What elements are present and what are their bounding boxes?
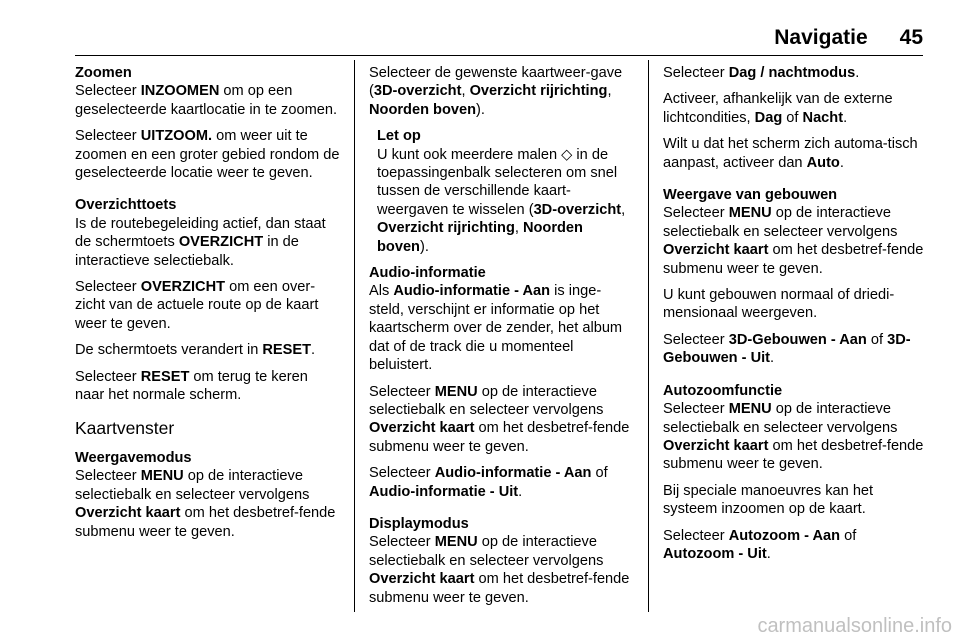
heading-autozoomfunctie: Autozoomfunctie [663, 382, 783, 399]
paragraph: Selecteer MENU op de interactieve selectiebalk en selecteer vervolgens Overzicht kaart om het desbetref‐fende submenu weer te geven. [663, 401, 924, 473]
paragraph: Selecteer Autozoom - Aan of Autozoom - Uit. [663, 527, 857, 562]
heading-weergavemodus: Weergavemodus [75, 449, 192, 466]
heading-overzichttoets: Overzichttoets [75, 197, 177, 214]
paragraph: U kunt gebouwen normaal of driedi‐mensionaal weergeven. [663, 287, 895, 322]
paragraph: Activeer, afhankelijk van de externe lichtcondities, Dag of Nacht. [663, 91, 893, 126]
note-text: U kunt ook meerdere malen ◇ in de toepassingenbalk selecteren om snel tussen de verschillende kaart‐weergaven te wisselen (3D-overzicht, Overzicht rijrichting, Noorden boven). [377, 146, 626, 255]
paragraph: Bij speciale manoeuvres kan het systeem inzoomen op de kaart. [663, 482, 874, 518]
paragraph: Wilt u dat het scherm zich automa‐tisch aanpast, activeer dan Auto. [663, 136, 918, 171]
paragraph: Selecteer RESET om terug te keren naar het normale scherm. [75, 368, 308, 404]
paragraph: Selecteer MENU op de interactieve selectiebalk en selecteer vervolgens Overzicht kaart om het desbetref‐fende submenu weer te geven. [369, 383, 630, 455]
paragraph: Selecteer de gewenste kaartweer‐gave (3D-overzicht, Overzicht rijrichting, Noorden boven). [369, 65, 623, 118]
paragraph: Selecteer Dag / nachtmodus. [663, 65, 860, 81]
paragraph: Is de routebegeleiding actief, dan staat de schermtoets OVERZICHT in de interactieve selectiebalk. [75, 215, 326, 269]
watermark: carmanualsonline.info [757, 615, 952, 637]
paragraph: Selecteer OVERZICHT om een over‐zicht van de actuele route op de kaart weer te geven. [75, 279, 319, 332]
page-title: Navigatie [774, 26, 868, 49]
heading-weergave-gebouwen: Weergave van gebouwen [663, 187, 838, 204]
paragraph: Selecteer INZOOMEN om op een geselecteerde kaartlocatie in te zoomen. [75, 83, 338, 118]
column-1 [75, 64, 341, 549]
paragraph: Als Audio-informatie - Aan is inge‐steld, verschijnt er informatie op het kaartscherm over de zender, het album dat of de track die u momenteel beluistert. [369, 283, 623, 374]
paragraph: Selecteer UITZOOM. om weer uit te zoomen en een groter gebied rondom de geselecteerde locatie weer te geven. [75, 128, 340, 182]
column-2 [369, 64, 635, 615]
column-3 [663, 64, 929, 571]
note-box [369, 127, 635, 256]
heading-zoomen: Zoomen [75, 65, 132, 81]
paragraph: Selecteer MENU op de interactieve selectiebalk en selecteer vervolgens Overzicht kaart om het desbetref‐fende submenu weer te geven. [369, 534, 630, 606]
header-rule [75, 55, 923, 56]
heading-displaymodus: Displaymodus [369, 515, 469, 532]
paragraph: Selecteer Audio-informatie - Aan of Audio-informatie - Uit. [369, 465, 608, 500]
heading-audio-informatie: Audio-informatie [369, 265, 486, 282]
paragraph: De schermtoets verandert in RESET. [75, 342, 316, 359]
note-title: Let op [377, 128, 421, 145]
heading-kaartvenster: Kaartvenster [75, 417, 175, 438]
paragraph: Selecteer MENU op de interactieve selectiebalk en selecteer vervolgens Overzicht kaart om het desbetref‐fende submenu weer te geven. [663, 205, 924, 277]
paragraph: Selecteer MENU op de interactieve selectiebalk en selecteer vervolgens Overzicht kaart om het desbetref‐fende submenu weer te geven. [75, 468, 336, 540]
column-divider [354, 60, 355, 612]
column-divider [648, 60, 649, 612]
page-header [75, 26, 923, 50]
favorites-icon: ◇ [561, 146, 573, 163]
paragraph: Selecteer 3D-Gebouwen - Aan of 3D-Gebouwen - Uit. [663, 331, 911, 367]
page-number: 45 [899, 26, 923, 49]
